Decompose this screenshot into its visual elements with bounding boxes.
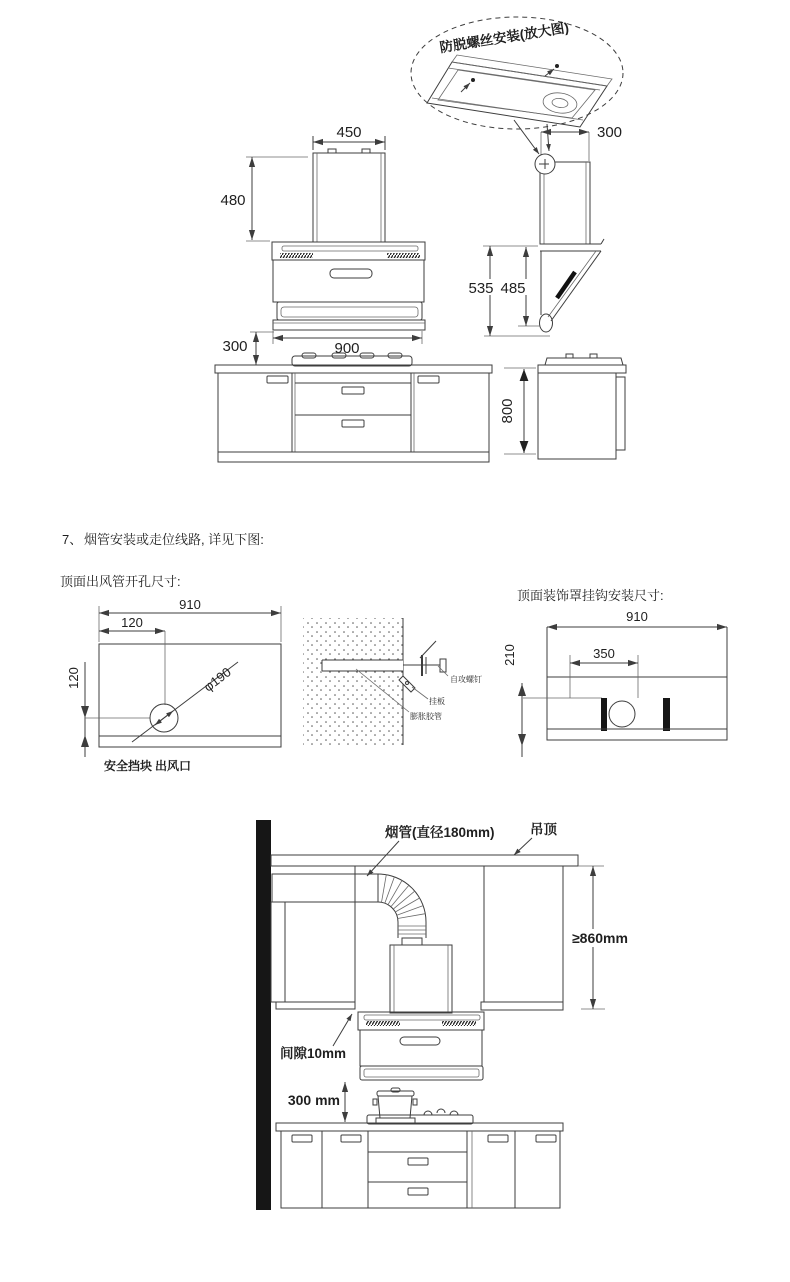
section7-heading: 烟管安装或走位线路, 详见下图: xyxy=(84,532,264,547)
dim-hob-clearance: 300 mm xyxy=(287,1092,340,1108)
dim-cover-width: 910 xyxy=(626,609,648,624)
hook-mount-title: 顶面装饰罩挂钩安装尺寸: xyxy=(517,588,664,603)
dim-hole-diameter: φ190 xyxy=(200,664,234,695)
dim-offset-left: 120 xyxy=(121,615,143,630)
vent-opening-diagram xyxy=(66,597,281,773)
label-safety-block: 安全挡块 xyxy=(104,759,153,773)
hook-mounting-diagram xyxy=(502,588,727,757)
hood-front-view xyxy=(220,124,425,365)
flex-duct-vertical xyxy=(271,902,285,1002)
label-air-outlet: 出风口 xyxy=(155,759,192,773)
wall-bar xyxy=(256,820,271,1210)
dim-duct-height: 480 xyxy=(220,192,246,209)
callout-enlarged-screw-detail xyxy=(411,17,623,154)
wall-fixing-detail xyxy=(303,618,482,745)
cabinet-front-view xyxy=(215,353,492,462)
hood-side-view xyxy=(467,124,622,336)
flex-duct-horizontal xyxy=(272,874,378,902)
vent-opening-title: 顶面出风管开孔尺寸: xyxy=(60,574,181,589)
pot xyxy=(373,1088,417,1123)
dim-opening-width: 910 xyxy=(179,597,201,612)
dim-min-clearance: ≥860mm xyxy=(572,930,628,946)
dim-offset-front: 120 xyxy=(66,667,81,689)
dim-duct-depth: 300 xyxy=(597,124,623,141)
dim-cabinet-height: 800 xyxy=(499,398,516,424)
dim-hood-to-counter: 300 xyxy=(222,338,248,355)
dim-overall-height: 535 xyxy=(468,280,494,297)
dim-body-height: 485 xyxy=(500,280,526,297)
ceiling-strip xyxy=(271,855,578,866)
dim-cover-height: 210 xyxy=(502,644,517,666)
dim-duct-width: 450 xyxy=(336,124,362,141)
label-self-tapping-screw: 自攻螺钉 xyxy=(450,675,482,684)
label-ceiling: 吊顶 xyxy=(530,822,557,837)
section7-number: 7、 xyxy=(62,532,83,547)
label-hanging-plate: 挂板 xyxy=(429,697,445,706)
label-duct: 烟管(直径180mm) xyxy=(385,825,495,840)
dim-hook-spacing: 350 xyxy=(593,646,615,661)
installation-side-view xyxy=(256,820,635,1210)
cabinet-side-view xyxy=(499,354,626,459)
label-expansion-anchor: 膨胀胶管 xyxy=(410,712,442,721)
dim-hood-width: 900 xyxy=(334,340,360,357)
label-gap: 间隙10mm xyxy=(280,1046,347,1061)
callout-label: 防脱螺丝安装(放大图) xyxy=(438,19,570,56)
